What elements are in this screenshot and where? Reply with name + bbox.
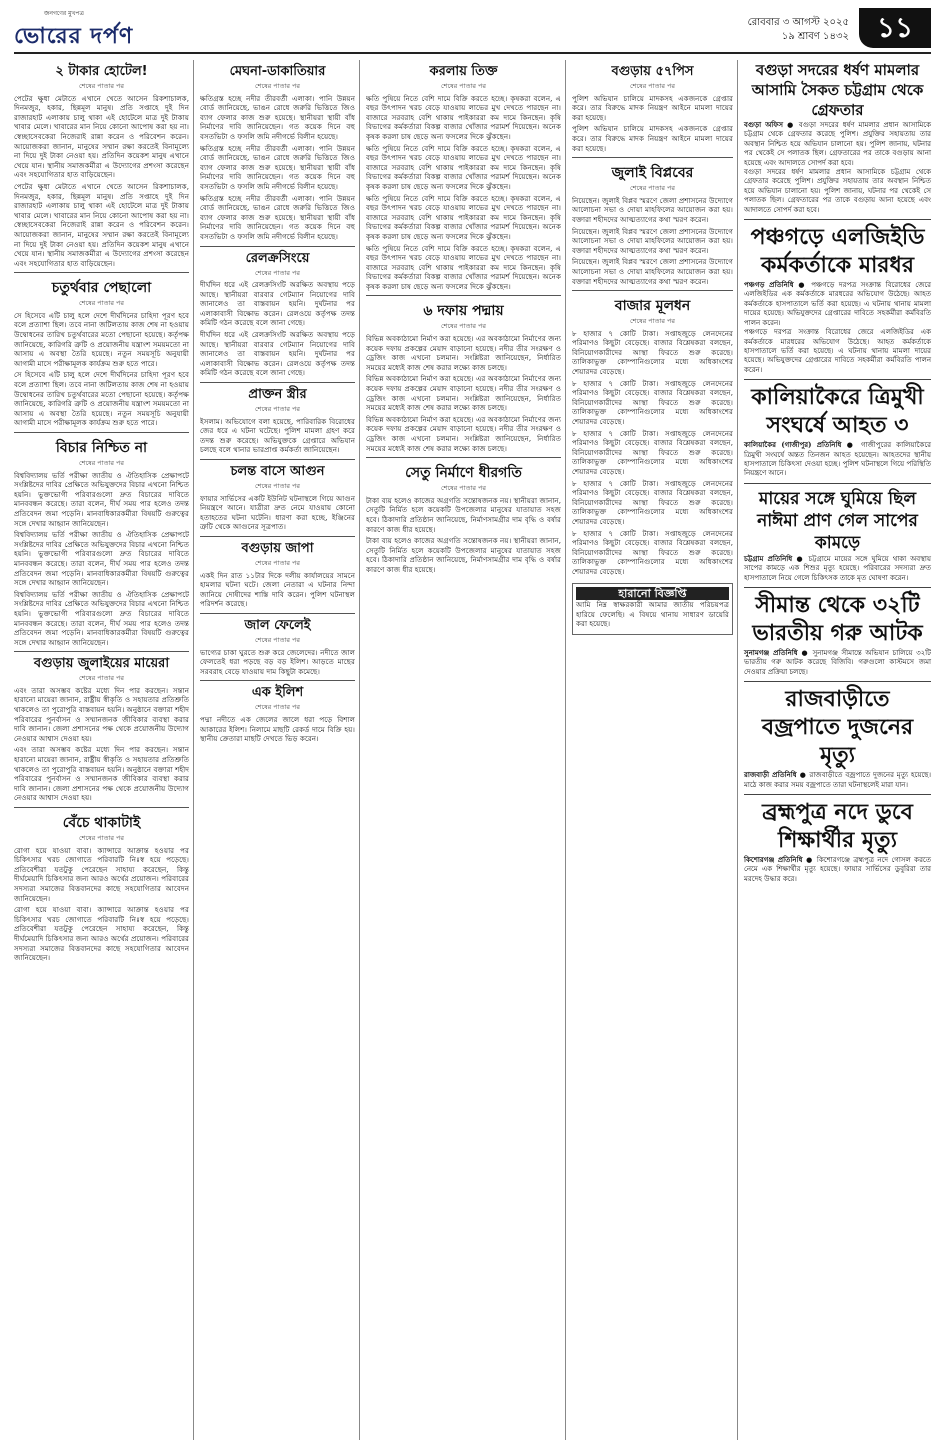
story xyxy=(744,380,931,484)
story-body: সুনামগঞ্জ সীমান্তে অভিযান চালিয়ে ৩২টি ভারতীয় গরু আটক করেছে বিজিবি। গরুগুলো কাস্টমসে জমা দেওয়ার প্রক্রিয়া চলছে। xyxy=(744,648,931,676)
story-headline: জুলাই বিপ্লবের xyxy=(611,165,694,182)
story-body: চট্টগ্রামে মায়ের সঙ্গে ঘুমিয়ে থাকা অবস্থায় সাপের কামড়ে এক শিশুর মৃত্যু হয়েছে। পরিবারের সদস্যরা দ্রুত হাসপাতালে নিয়ে গেলে চিকিৎসক তাকে মৃত ঘোষণা করেন। xyxy=(744,554,931,582)
story-headline: মেঘনা-ডাকাতিয়ার xyxy=(229,64,326,79)
story-body: ক্ষতি পুষিয়ে নিতে বেশি দামে বিক্রি করতে হচ্ছে। কৃষকরা বলেন, এ বছর উৎপাদন খরচ বেড়ে যাওয়ায় লাভের মুখ দেখতে পারছেন না। বাজারে সরবরাহ বেশি থাকায় পাইকাররা কম দামে কিনছেন। কৃষি বিভাগের কর্মকর্তারা বিকল্প বাজার খোঁজার পরামর্শ দিয়েছেন। অনেক কৃষক করলা চাষ ছেড়ে অন্য ফসলের দিকে ঝুঁকছেন। xyxy=(366,93,561,141)
story-body: পঞ্চগড়ে দরপত্র সংক্রান্ত বিরোধের জেরে এলজিইডির এক কর্মকর্তাকে মারধরের অভিযোগ উঠেছে। আহত কর্মকর্তাকে হাসপাতালে ভর্তি করা হয়েছে। এ ঘটনায় থানায় মামলা দায়ের হয়েছে। অভিযুক্তদের গ্রেপ্তারের দাবিতে সহকর্মীরা কর্মবিরতি পালন করেন। xyxy=(744,328,931,374)
continued-label: শেষের পাতার পর xyxy=(254,703,300,712)
story-body: পেটের ক্ষুধা মেটাতে এখানে খেতে আসেন রিকশাচালক, দিনমজুর, হকার, ছিন্নমূল মানুষ। প্রতি সপ্তাহে দুই দিন রাজারহাট এলাকায় চালু থাকা এই হোটেলে মাত্র দুই টাকায় খাবার মেলে। খাবারের মান নিয়ে কোনো আপোষ করা হয় না। স্বেচ্ছাসেবকেরা নিজেরাই রান্না করেন ও পরিবেশন করেন। আয়োজকরা জানান, মানুষের সম্মান রক্ষা করতেই বিনামূল্যে না দিয়ে দুই টাকা নেওয়া হয়। প্রতিদিন কয়েকশ মানুষ এখানে খেয়ে যান। স্থানীয় সমাজকর্মীরা এ উদ্যোগের প্রশংসা করেছেন এবং সহযোগিতার হাত বাড়িয়েছেন। xyxy=(14,181,189,268)
date-bangla: ১৯ শ্রাবণ ১৪৩২ xyxy=(781,31,849,42)
story xyxy=(200,464,355,532)
lost-notice xyxy=(572,583,733,635)
story xyxy=(200,685,355,743)
column-4 xyxy=(572,60,738,1440)
column-2 xyxy=(200,60,360,1440)
story-body: পুলিশ অভিযান চালিয়ে মাদকসহ একজনকে গ্রেপ্তার করে। তার বিরুদ্ধে মাদক নিয়ন্ত্রণ আইনে মামলা দায়ের করা হয়েছে। xyxy=(572,93,733,122)
story xyxy=(14,656,189,803)
story-body: ইসলাম। অভিযোগে বলা হয়েছে, পারিবারিক বিরোধের জের ধরে এ ঘটনা ঘটেছে। পুলিশ মামলা গ্রহণ করে তদন্ত শুরু করেছে। অভিযুক্তকে গ্রেপ্তারে অভিযান চলছে বলে থানার ভারপ্রাপ্ত কর্মকর্তা জানিয়েছেন। xyxy=(200,416,355,455)
right-panel xyxy=(744,60,931,888)
story xyxy=(366,64,561,291)
story-headline: ২ টাকার হোটেল! xyxy=(55,64,148,79)
continued-label: শেষের পাতার পর xyxy=(78,459,124,467)
story-headline: কালিয়াকৈরে ত্রিমুখী সংঘর্ষে আহত ৩ xyxy=(751,385,924,439)
story-body: ক্ষতিগ্রস্ত হচ্ছে নদীর তীরবর্তী এলাকা। পানি উন্নয়ন বোর্ড জানিয়েছে, ভাঙন রোধে জরুরি ভিত্তিতে জিও ব্যাগ ফেলার কাজ শুরু হয়েছে। স্থানীয়রা স্থায়ী বাঁধ নির্মাণের দাবি জানিয়েছেন। গত কয়েক দিনে বহু বসতভিটা ও ফসলি জমি নদীগর্ভে বিলীন হয়েছে। xyxy=(200,143,355,191)
continued-label: শেষের পাতার পর xyxy=(254,82,300,90)
story-body: ৮ হাজার ৭ কোটি টাকা। সপ্তাহজুড়ে লেনদেনের পরিমাণও কিছুটা বেড়েছে। বাজার বিশ্লেষকরা বলছেন, বিনিয়োগকারীদের আস্থা ফিরতে শুরু করেছে। তালিকাভুক্ত কোম্পানিগুলোর মধ্যে অধিকাংশের শেয়ারদর বেড়েছে। xyxy=(572,378,733,427)
story xyxy=(14,814,189,963)
story-body: ৮ হাজার ৭ কোটি টাকা। সপ্তাহজুড়ে লেনদেনের পরিমাণও কিছুটা বেড়েছে। বাজার বিশ্লেষকরা বলছেন, বিনিয়োগকারীদের আস্থা ফিরতে শুরু করেছে। তালিকাভুক্ত কোম্পানিগুলোর মধ্যে অধিকাংশের শেয়ারদর বেড়েছে। xyxy=(572,428,733,476)
column-1 xyxy=(14,60,194,1440)
continued-label: শেষের পাতার পর xyxy=(440,82,486,90)
story-body: বগুড়া সদরের ধর্ষণ মামলার প্রধান আসামিকে চট্টগ্রাম থেকে গ্রেফতার করেছে পুলিশ। প্রযুক্তির সহায়তায় তার অবস্থান নিশ্চিত হয়ে অভিযান চালানো হয়। পুলিশ জানায়, ঘটনার পর থেকেই সে পলাতক ছিল। গ্রেফতারের পর তাকে বগুড়ায় আনা হয়েছে এবং আদালতে সোপর্দ করা হবে। xyxy=(744,168,931,214)
story-headline: এক ইলিশ xyxy=(251,685,304,701)
story-body: বিভিন্ন অবকাঠামো নির্মাণ করা হয়েছে। এর অবকাঠামো নির্মাণের জন্য কয়েক দফায় প্রকল্পের মেয়াদ বাড়ানো হয়েছে। নদীর তীর সংরক্ষণ ও ড্রেজিং কাজ এখনো চলমান। সংশ্লিষ্টরা জানিয়েছেন, নির্ধারিত সময়ের মধ্যেই কাজ শেষ করার লক্ষ্যে কাজ চলছে। xyxy=(366,334,561,372)
story xyxy=(200,541,355,609)
notice-title: হারানো বিজ্ঞপ্তি xyxy=(576,587,729,601)
story-body: বিভিন্ন অবকাঠামো নির্মাণ করা হয়েছে। এর অবকাঠামো নির্মাণের জন্য কয়েক দফায় প্রকল্পের মেয়াদ বাড়ানো হয়েছে। নদীর তীর সংরক্ষণ ও ড্রেজিং কাজ এখনো চলমান। সংশ্লিষ্টরা জানিয়েছেন, নির্ধারিত সময়ের মধ্যেই কাজ শেষ করার লক্ষ্যে কাজ চলছে। xyxy=(366,374,561,413)
story-body: পুলিশ অভিযান চালিয়ে মাদকসহ একজনকে গ্রেপ্তার করে। তার বিরুদ্ধে মাদক নিয়ন্ত্রণ আইনে মামলা দায়ের করা হয়েছে। xyxy=(572,124,733,153)
story-body: রাজবাড়ীতে বজ্রপাতে দুজনের মৃত্যু হয়েছে। মাঠে কাজ করার সময় বজ্রপাতে তারা ঘটনাস্থলেই মারা যান। xyxy=(744,771,932,789)
story xyxy=(744,588,931,682)
story-body: নিয়েছেন। জুলাই বিপ্লব স্মরণে জেলা প্রশাসনের উদ্যোগে আলোচনা সভা ও দোয়া মাহফিলের আয়োজন করা হয়। বক্তারা শহীদদের আত্মত্যাগের কথা স্মরণ করেন। xyxy=(572,226,733,255)
story-body: ভাগ্যের চাকা ঘুরতে শুরু করে জেলেদের। নদীতে জাল ফেলতেই ধরা পড়ছে বড় বড় ইলিশ। আড়তে মাছের সরবরাহ বেড়ে যাওয়ায় দাম কিছুটা কমেছে। xyxy=(200,647,355,676)
story-headline: মায়ের সঙ্গে ঘুমিয়ে ছিল নাঈমা প্রাণ গেল সাপের কামড়ে xyxy=(757,488,918,553)
byline: সুনামগঞ্জ প্রতিনিধি ● xyxy=(744,647,810,657)
continued-label: শেষের পাতার পর xyxy=(78,834,124,842)
story xyxy=(366,464,561,574)
story-body: ফায়ার সার্ভিসের একটি ইউনিট ঘটনাস্থলে গিয়ে আগুন নিয়ন্ত্রণে আনে। যাত্রীরা দ্রুত নেমে যাওয়ায় কোনো হতাহতের ঘটনা ঘটেনি। ধারণা করা হচ্ছে, ইঞ্জিনের ত্রুটি থেকে আগুনের সূত্রপাত। xyxy=(200,493,355,532)
story-body: বিশ্ববিদ্যালয় ভর্তি পরীক্ষা জাতীয় ও ঐতিহাসিক প্রেক্ষাপটে সংশ্লিষ্টদের দাবির প্রেক্ষিতে অভিযুক্তদের বিচার এখনো নিশ্চিত হয়নি। ভুক্তভোগী পরিবারগুলো দ্রুত বিচারের দাবিতে মানববন্ধন করেছে। তারা বলেন, দীর্ঘ সময় পার হলেও তদন্ত প্রতিবেদন জমা পড়েনি। মানবাধিকারকর্মীরা বিষয়টি গুরুত্বের সঙ্গে দেখার আহ্বান জানিয়েছেন। xyxy=(14,589,189,647)
story-body: কিশোরগঞ্জে ব্রহ্মপুত্র নদে গোসল করতে নেমে এক শিক্ষার্থীর মৃত্যু হয়েছে। ফায়ার সার্ভিসের ডুবুরিরা তার মরদেহ উদ্ধার করে। xyxy=(744,856,931,883)
story-headline: চলন্ত বাসে আগুন xyxy=(230,464,325,479)
page-number: ১১ xyxy=(859,8,931,48)
story-body: সে হিসেবে এটি চালু হলে দেশে দীর্ঘদিনের চাহিদা পূরণ হবে বলে প্রত্যাশা ছিল। তবে নানা জটিলতায় কাজ শেষ না হওয়ায় উদ্বোধনের তারিখ চতুর্থবারের মতো পেছানো হয়েছে। কর্তৃপক্ষ জানিয়েছে, কারিগরি ত্রুটি ও প্রয়োজনীয় যন্ত্রাংশ সময়মতো না আসায় এ অবস্থা তৈরি হয়েছে। নতুন সময়সূচি অনুযায়ী আগামী মাসে পরীক্ষামূলক কার্যক্রম শুরু হতে পারে। xyxy=(14,310,189,368)
continued-label: শেষের পাতার পর xyxy=(440,484,486,493)
continued-label: শেষের পাতার পর xyxy=(440,322,486,331)
continued-label: শেষের পাতার পর xyxy=(254,405,300,414)
story xyxy=(200,387,355,455)
story xyxy=(200,251,355,379)
story-headline: সেতু নির্মাণে ধীরগতি xyxy=(405,465,522,482)
issue-date xyxy=(748,16,849,44)
story-headline: ৬ দফায় পদ্মায় xyxy=(423,303,504,320)
story xyxy=(744,484,931,588)
story xyxy=(572,64,733,153)
story-body: ক্ষতি পুষিয়ে নিতে বেশি দামে বিক্রি করতে হচ্ছে। কৃষকরা বলেন, এ বছর উৎপাদন খরচ বেড়ে যাওয়ায় লাভের মুখ দেখতে পারছেন না। বাজারে সরবরাহ বেশি থাকায় পাইকাররা কম দামে কিনছেন। কৃষি বিভাগের কর্মকর্তারা বিকল্প বাজার খোঁজার পরামর্শ দিয়েছেন। অনেক কৃষক করলা চাষ ছেড়ে অন্য ফসলের দিকে ঝুঁকছেন। xyxy=(366,193,561,241)
story-headline: বগুড়ায় জাপা xyxy=(241,540,314,556)
masthead xyxy=(14,8,133,56)
date-gregorian: রোববার ৩ আগস্ট ২০২৫ xyxy=(747,17,849,28)
story-body: বিভিন্ন অবকাঠামো নির্মাণ করা হয়েছে। এর অবকাঠামো নির্মাণের জন্য কয়েক দফায় প্রকল্পের মেয়াদ বাড়ানো হয়েছে। নদীর তীর সংরক্ষণ ও ড্রেজিং কাজ এখনো চলমান। সংশ্লিষ্টরা জানিয়েছেন, নির্ধারিত সময়ের মধ্যেই কাজ শেষ করার লক্ষ্যে কাজ চলছে। xyxy=(366,414,561,453)
story-headline: রাজবাড়ীতে বজ্রপাতে দুজনের মৃত্যু xyxy=(761,687,914,769)
story xyxy=(200,618,355,676)
story-body: বিশ্ববিদ্যালয় ভর্তি পরীক্ষা জাতীয় ও ঐতিহাসিক প্রেক্ষাপটে সংশ্লিষ্টদের দাবির প্রেক্ষিতে অভিযুক্তদের বিচার এখনো নিশ্চিত হয়নি। ভুক্তভোগী পরিবারগুলো দ্রুত বিচারের দাবিতে মানববন্ধন করেছে। তারা বলেন, দীর্ঘ সময় পার হলেও তদন্ত প্রতিবেদন জমা পড়েনি। মানবাধিকারকর্মীরা বিষয়টি গুরুত্বের সঙ্গে দেখার আহ্বান জানিয়েছেন। xyxy=(14,530,189,588)
continued-label: শেষের পাতার পর xyxy=(78,299,124,308)
story-headline: চতুর্থবার পেছালো xyxy=(51,280,152,297)
continued-label: শেষের পাতার পর xyxy=(78,674,124,683)
story-headline: ব্রহ্মপুত্র নদে ডুবে শিক্ষার্থীর মৃত্যু xyxy=(762,800,913,853)
story-body: রোগা হয়ে যাওয়া বাবা। ক্যান্সারে আক্রান্ত হওয়ার পর চিকিৎসার খরচ জোগাতে পরিবারটি নিঃস্ব হয়ে পড়েছে। প্রতিবেশীরা যতটুকু পেরেছেন সাহায্য করেছেন, কিন্তু দীর্ঘমেয়াদি চিকিৎসার জন্য আরও অর্থের প্রয়োজন। পরিবারের সদস্যরা সমাজের বিত্তবানদের কাছে সহযোগিতার আবেদন জানিয়েছেন। xyxy=(14,905,189,963)
story-body: এবং তারা অসম্ভব কষ্টের মধ্যে দিন পার করছেন। সন্তান হারানো মায়েরা জানান, রাষ্ট্রীয় স্বীকৃতি ও সহায়তার প্রতিশ্রুতি থাকলেও তা পুরোপুরি বাস্তবায়ন হয়নি। অনুষ্ঠানে বক্তারা শহীদ পরিবারের পুনর্বাসন ও সম্মানজনক জীবিকার ব্যবস্থা করার দাবি জানান। জেলা প্রশাসনের পক্ষ থেকে প্রয়োজনীয় উদ্যোগ নেওয়ার আশ্বাস দেওয়া হয়। xyxy=(14,685,189,743)
story-headline: সীমান্ত থেকে ৩২টি ভারতীয় গরু আটক xyxy=(752,592,923,646)
continued-label: শেষের পাতার পর xyxy=(254,635,300,644)
story xyxy=(744,220,931,380)
story-body: দীর্ঘদিন ধরে এই রেলক্রসিংটি অরক্ষিত অবস্থায় পড়ে আছে। স্থানীয়রা বারবার গেটম্যান নিয়োগের দাবি জানালেও তা বাস্তবায়ন হয়নি। দুর্ঘটনার পর এলাকাবাসী বিক্ষোভ করেন। রেলওয়ে কর্তৃপক্ষ তদন্ত কমিটি গঠন করেছে বলে জানা গেছে। xyxy=(200,280,355,328)
story-headline: পঞ্চগড়ে এলজিইডি কর্মকর্তাকে মারধর xyxy=(750,225,925,279)
notice-body: আমি নিম্ন স্বাক্ষরকারী আমার জাতীয় পরিচয়পত্র হারিয়ে ফেলেছি। এ বিষয়ে থানায় সাধারণ ডায়েরি করা হয়েছে। xyxy=(576,600,729,629)
story-body: পেটের ক্ষুধা মেটাতে এখানে খেতে আসেন রিকশাচালক, দিনমজুর, হকার, ছিন্নমূল মানুষ। প্রতি সপ্তাহে দুই দিন রাজারহাট এলাকায় চালু থাকা এই হোটেলে মাত্র দুই টাকায় খাবার মেলে। খাবারের মান নিয়ে কোনো আপোষ করা হয় না। স্বেচ্ছাসেবকেরা নিজেরাই রান্না করেন ও পরিবেশন করেন। আয়োজকরা জানান, মানুষের সম্মান রক্ষা করতেই বিনামূল্যে না দিয়ে দুই টাকা নেওয়া হয়। প্রতিদিন কয়েকশ মানুষ এখানে খেয়ে যান। স্থানীয় সমাজকর্মীরা এ উদ্যোগের প্রশংসা করেছেন এবং সহযোগিতার হাত বাড়িয়েছেন। xyxy=(14,93,189,180)
lead-headline: বগুড়া সদরের ধর্ষণ মামলার আসামি সৈকত চট্টগ্রাম থেকে গ্রেফতার xyxy=(751,61,924,119)
continued-label: শেষের পাতার পর xyxy=(78,82,124,90)
story xyxy=(744,795,931,888)
byline: কিশোরগঞ্জ প্রতিনিধি ● xyxy=(744,855,814,864)
byline: চট্টগ্রাম প্রতিনিধি ● xyxy=(744,553,805,563)
story-body: ৮ হাজার ৭ কোটি টাকা। সপ্তাহজুড়ে লেনদেনের পরিমাণও কিছুটা বেড়েছে। বাজার বিশ্লেষকরা বলছেন, বিনিয়োগকারীদের আস্থা ফিরতে শুরু করেছে। তালিকাভুক্ত কোম্পানিগুলোর মধ্যে অধিকাংশের শেয়ারদর বেড়েছে। xyxy=(572,528,733,576)
page-header xyxy=(14,8,931,54)
story-body: ক্ষতি পুষিয়ে নিতে বেশি দামে বিক্রি করতে হচ্ছে। কৃষকরা বলেন, এ বছর উৎপাদন খরচ বেড়ে যাওয়ায় লাভের মুখ দেখতে পারছেন না। বাজারে সরবরাহ বেশি থাকায় পাইকাররা কম দামে কিনছেন। কৃষি বিভাগের কর্মকর্তারা বিকল্প বাজার খোঁজার পরামর্শ দিয়েছেন। অনেক কৃষক করলা চাষ ছেড়ে অন্য ফসলের দিকে ঝুঁকছেন। xyxy=(366,243,561,291)
byline: বগুড়া অফিস ● xyxy=(744,120,795,129)
story-headline: প্রাক্তন স্ত্রীর xyxy=(248,387,307,403)
story-body: ক্ষতিগ্রস্ত হচ্ছে নদীর তীরবর্তী এলাকা। পানি উন্নয়ন বোর্ড জানিয়েছে, ভাঙন রোধে জরুরি ভিত্তিতে জিও ব্যাগ ফেলার কাজ শুরু হয়েছে। স্থানীয়রা স্থায়ী বাঁধ নির্মাণের দাবি জানিয়েছেন। গত কয়েক দিনে বহু বসতভিটা ও ফসলি জমি নদীগর্ভে বিলীন হয়েছে। xyxy=(200,93,355,141)
lead-story xyxy=(744,60,931,220)
story-body: এবং তারা অসম্ভব কষ্টের মধ্যে দিন পার করছেন। সন্তান হারানো মায়েরা জানান, রাষ্ট্রীয় স্বীকৃতি ও সহায়তার প্রতিশ্রুতি থাকলেও তা পুরোপুরি বাস্তবায়ন হয়নি। অনুষ্ঠানে বক্তারা শহীদ পরিবারের পুনর্বাসন ও সম্মানজনক জীবিকার ব্যবস্থা করার দাবি জানান। জেলা প্রশাসনের পক্ষ থেকে প্রয়োজনীয় উদ্যোগ নেওয়ার আশ্বাস দেওয়া হয়। xyxy=(14,745,189,803)
continued-label: শেষের পাতার পর xyxy=(254,268,300,277)
story-body: ক্ষতিগ্রস্ত হচ্ছে নদীর তীরবর্তী এলাকা। পানি উন্নয়ন বোর্ড জানিয়েছে, ভাঙন রোধে জরুরি ভিত্তিতে জিও ব্যাগ ফেলার কাজ শুরু হয়েছে। স্থানীয়রা স্থায়ী বাঁধ নির্মাণের দাবি জানিয়েছেন। গত কয়েক দিনে বহু বসতভিটা ও ফসলি জমি নদীগর্ভে বিলীন হয়েছে। xyxy=(200,193,355,241)
story-body: টাকা ব্যয় হলেও কাজের অগ্রগতি সন্তোষজনক নয়। স্থানীয়রা জানান, সেতুটি নির্মিত হলে কয়েকটি উপজেলার মানুষের যাতায়াত সহজ হবে। ঠিকাদারি প্রতিষ্ঠান জানিয়েছে, নির্মাণসামগ্রীর দাম বৃদ্ধি ও বর্ষার কারণে কাজ ধীর হয়েছে। xyxy=(366,536,561,574)
story xyxy=(14,439,189,647)
story xyxy=(366,302,561,453)
byline: পঞ্চগড় প্রতিনিধি ● xyxy=(744,280,807,290)
continued-label: শেষের পাতার পর xyxy=(254,482,300,490)
story xyxy=(572,164,733,286)
story xyxy=(14,279,189,428)
story-body: বগুড়া সদরের ধর্ষণ মামলার প্রধান আসামিকে চট্টগ্রাম থেকে গ্রেফতার করেছে পুলিশ। প্রযুক্তির সহায়তায় তার অবস্থান নিশ্চিত হয়ে অভিযান চালানো হয়। পুলিশ জানায়, ঘটনার পর থেকেই সে পলাতক ছিল। গ্রেফতারের পর তাকে বগুড়ায় আনা হয়েছে এবং আদালতে সোপর্দ করা হবে। xyxy=(744,121,931,167)
story xyxy=(200,64,355,242)
story-body: একই দিন রাত ১১টার দিকে দলীয় কার্যালয়ের সামনে হামলার ঘটনা ঘটে। জেলা নেতারা এ ঘটনার নিন্দা জানিয়ে দোষীদের শাস্তি দাবি করেন। পুলিশ ঘটনাস্থল পরিদর্শন করেছে। xyxy=(200,570,355,609)
story-headline: বগুড়ায় ৫৭পিস xyxy=(611,64,694,79)
newspaper-logo: ভোরের দর্পণ xyxy=(14,24,134,49)
story-body: রোগা হয়ে যাওয়া বাবা। ক্যান্সারে আক্রান্ত হওয়ার পর চিকিৎসার খরচ জোগাতে পরিবারটি নিঃস্ব হয়ে পড়েছে। প্রতিবেশীরা যতটুকু পেরেছেন সাহায্য করেছেন, কিন্তু দীর্ঘমেয়াদি চিকিৎসার জন্য আরও অর্থের প্রয়োজন। পরিবারের সদস্যরা সমাজের বিত্তবানদের কাছে সহযোগিতার আবেদন জানিয়েছেন। xyxy=(14,845,189,903)
story-headline: বিচার নিশ্চিত না xyxy=(55,440,148,456)
story-headline: বগুড়ায় জুলাইয়ের মায়েরা xyxy=(33,656,170,672)
masthead-tagline: জনগণের মুখপত্র xyxy=(44,10,84,17)
story-headline: রেলক্রসিংয়ে xyxy=(245,250,310,266)
story-headline: জাল ফেলেই xyxy=(244,617,311,633)
story-headline: বাজার মূলধন xyxy=(614,298,691,315)
story-headline: করলায় তিক্ত xyxy=(429,64,498,79)
byline: কালিয়াকৈর (গাজীপুর) প্রতিনিধি ● xyxy=(744,440,856,450)
column-3 xyxy=(366,60,566,1440)
story xyxy=(572,297,733,576)
story-body: নিয়েছেন। জুলাই বিপ্লব স্মরণে জেলা প্রশাসনের উদ্যোগে আলোচনা সভা ও দোয়া মাহফিলের আয়োজন করা হয়। বক্তারা শহীদদের আত্মত্যাগের কথা স্মরণ করেন। xyxy=(572,195,733,224)
story-body: টাকা ব্যয় হলেও কাজের অগ্রগতি সন্তোষজনক নয়। স্থানীয়রা জানান, সেতুটি নির্মিত হলে কয়েকটি উপজেলার মানুষের যাতায়াত সহজ হবে। ঠিকাদারি প্রতিষ্ঠান জানিয়েছে, নির্মাণসামগ্রীর দাম বৃদ্ধি ও বর্ষার কারণে কাজ ধীর হয়েছে। xyxy=(366,495,561,534)
continued-label: শেষের পাতার পর xyxy=(629,184,675,193)
story-headline: বেঁচে থাকাটাই xyxy=(62,815,141,831)
story-body: ক্ষতি পুষিয়ে নিতে বেশি দামে বিক্রি করতে হচ্ছে। কৃষকরা বলেন, এ বছর উৎপাদন খরচ বেড়ে যাওয়ায় লাভের মুখ দেখতে পারছেন না। বাজারে সরবরাহ বেশি থাকায় পাইকাররা কম দামে কিনছেন। কৃষি বিভাগের কর্মকর্তারা বিকল্প বাজার খোঁজার পরামর্শ দিয়েছেন। অনেক কৃষক করলা চাষ ছেড়ে অন্য ফসলের দিকে ঝুঁকছেন। xyxy=(366,143,561,191)
story-body: গাজীপুরের কালিয়াকৈরে ত্রিমুখী সংঘর্ষে অন্তত তিনজন আহত হয়েছেন। আহতদের স্থানীয় হাসপাতালে চিকিৎসা দেওয়া হচ্ছে। পুলিশ ঘটনাস্থলে গিয়ে পরিস্থিতি নিয়ন্ত্রণে আনে। xyxy=(744,441,931,478)
continued-label: শেষের পাতার পর xyxy=(629,82,675,90)
story-body: পদ্মা নদীতে এক জেলের জালে ধরা পড়ে বিশাল আকারের ইলিশ। নিলামে মাছটি রেকর্ড দামে বিক্রি হয়। স্থানীয় ক্রেতারা মাছটি দেখতে ভিড় করেন। xyxy=(200,714,355,744)
story-body: পঞ্চগড়ে দরপত্র সংক্রান্ত বিরোধের জেরে এলজিইডির এক কর্মকর্তাকে মারধরের অভিযোগ উঠেছে। আহত কর্মকর্তাকে হাসপাতালে ভর্তি করা হয়েছে। এ ঘটনায় থানায় মামলা দায়ের হয়েছে। অভিযুক্তদের গ্রেপ্তারের দাবিতে সহকর্মীরা কর্মবিরতি পালন করেন। xyxy=(744,281,931,327)
story-body: ৮ হাজার ৭ কোটি টাকা। সপ্তাহজুড়ে লেনদেনের পরিমাণও কিছুটা বেড়েছে। বাজার বিশ্লেষকরা বলছেন, বিনিয়োগকারীদের আস্থা ফিরতে শুরু করেছে। তালিকাভুক্ত কোম্পানিগুলোর মধ্যে অধিকাংশের শেয়ারদর বেড়েছে। xyxy=(572,328,733,377)
continued-label: শেষের পাতার পর xyxy=(254,558,300,567)
continued-label: শেষের পাতার পর xyxy=(629,317,675,326)
story xyxy=(14,64,189,268)
story-body: নিয়েছেন। জুলাই বিপ্লব স্মরণে জেলা প্রশাসনের উদ্যোগে আলোচনা সভা ও দোয়া মাহফিলের আয়োজন করা হয়। বক্তারা শহীদদের আত্মত্যাগের কথা স্মরণ করেন। xyxy=(572,257,733,286)
story-body: দীর্ঘদিন ধরে এই রেলক্রসিংটি অরক্ষিত অবস্থায় পড়ে আছে। স্থানীয়রা বারবার গেটম্যান নিয়োগের দাবি জানালেও তা বাস্তবায়ন হয়নি। দুর্ঘটনার পর এলাকাবাসী বিক্ষোভ করেন। রেলওয়ে কর্তৃপক্ষ তদন্ত কমিটি গঠন করেছে বলে জানা গেছে। xyxy=(200,330,355,378)
story-body: ৮ হাজার ৭ কোটি টাকা। সপ্তাহজুড়ে লেনদেনের পরিমাণও কিছুটা বেড়েছে। বাজার বিশ্লেষকরা বলছেন, বিনিয়োগকারীদের আস্থা ফিরতে শুরু করেছে। তালিকাভুক্ত কোম্পানিগুলোর মধ্যে অধিকাংশের শেয়ারদর বেড়েছে। xyxy=(572,478,733,526)
story-body: বিশ্ববিদ্যালয় ভর্তি পরীক্ষা জাতীয় ও ঐতিহাসিক প্রেক্ষাপটে সংশ্লিষ্টদের দাবির প্রেক্ষিতে অভিযুক্তদের বিচার এখনো নিশ্চিত হয়নি। ভুক্তভোগী পরিবারগুলো দ্রুত বিচারের দাবিতে মানববন্ধন করেছে। তারা বলেন, দীর্ঘ সময় পার হলেও তদন্ত প্রতিবেদন জমা পড়েনি। মানবাধিকারকর্মীরা বিষয়টি গুরুত্বের সঙ্গে দেখার আহ্বান জানিয়েছেন। xyxy=(14,470,189,528)
story-body: সে হিসেবে এটি চালু হলে দেশে দীর্ঘদিনের চাহিদা পূরণ হবে বলে প্রত্যাশা ছিল। তবে নানা জটিলতায় কাজ শেষ না হওয়ায় উদ্বোধনের তারিখ চতুর্থবারের মতো পেছানো হয়েছে। কর্তৃপক্ষ জানিয়েছে, কারিগরি ত্রুটি ও প্রয়োজনীয় যন্ত্রাংশ সময়মতো না আসায় এ অবস্থা তৈরি হয়েছে। নতুন সময়সূচি অনুযায়ী আগামী মাসে পরীক্ষামূলক কার্যক্রম শুরু হতে পারে। xyxy=(14,370,189,428)
byline: রাজবাড়ী প্রতিনিধি ● xyxy=(744,770,807,780)
story xyxy=(744,682,931,795)
